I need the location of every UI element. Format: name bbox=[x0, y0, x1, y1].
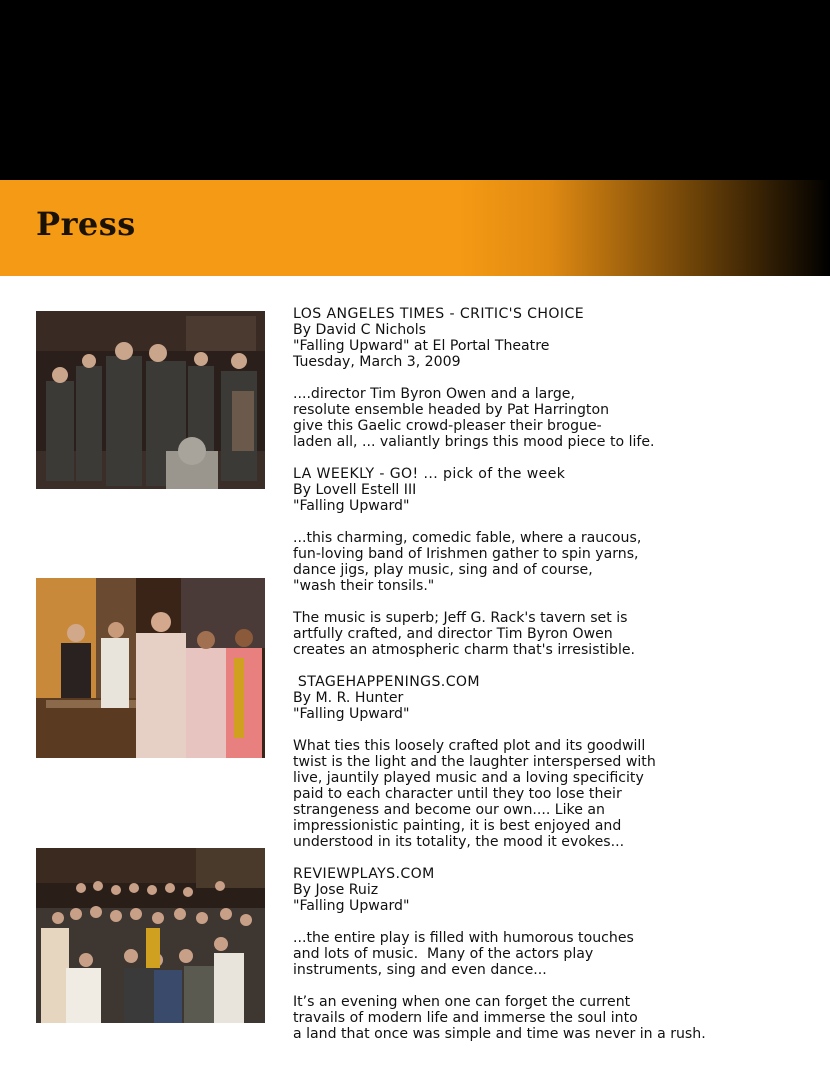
review-show: "Falling Upward" bbox=[293, 498, 410, 514]
quote-line: and lots of music. Many of the actors play bbox=[293, 946, 594, 962]
quote-line: The music is superb; Jeff G. Rack's tavern set is bbox=[293, 610, 628, 626]
quote-line: twist is the light and the laughter interspersed with bbox=[293, 754, 656, 770]
quote-line: paid to each character until they too lose their bbox=[293, 786, 622, 802]
quote-line: laden all, ... valiantly brings this mood piece to life. bbox=[293, 434, 655, 450]
quote-line: "wash their tonsils." bbox=[293, 578, 435, 594]
review-quote bbox=[293, 930, 823, 978]
review-publication: LOS ANGELES TIMES - CRITIC'S CHOICE bbox=[293, 306, 585, 322]
review-author: By Jose Ruiz bbox=[293, 882, 379, 898]
header-black-band bbox=[0, 0, 830, 180]
review-date: Tuesday, March 3, 2009 bbox=[293, 354, 461, 370]
review-show: "Falling Upward" at El Portal Theatre bbox=[293, 338, 550, 354]
quote-line: ...the entire play is filled with humorous touches bbox=[293, 930, 634, 946]
review-show: "Falling Upward" bbox=[293, 706, 410, 722]
review-author: By Lovell Estell III bbox=[293, 482, 417, 498]
quote-line: impressionistic painting, it is best enjoyed and bbox=[293, 818, 622, 834]
review-author: By David C Nichols bbox=[293, 322, 427, 338]
quote-line: artfully crafted, and director Tim Byron Owen bbox=[293, 626, 613, 642]
review-quote bbox=[293, 530, 823, 594]
quote-line: fun-loving band of Irishmen gather to spin yarns, bbox=[293, 546, 639, 562]
quote-line: travails of modern life and immerse the soul into bbox=[293, 1010, 638, 1026]
cast-group-photo-3 bbox=[36, 848, 265, 1023]
review-publication: LA WEEKLY - GO! ... pick of the week bbox=[293, 466, 566, 482]
quote-line: ...this charming, comedic fable, where a raucous, bbox=[293, 530, 642, 546]
quote-line: live, jauntily played music and a loving specificity bbox=[293, 770, 644, 786]
review-la-times bbox=[293, 306, 823, 450]
quote-line: a land that once was simple and time was never in a rush. bbox=[293, 1026, 706, 1042]
quote-line: It’s an evening when one can forget the current bbox=[293, 994, 631, 1010]
review-quote bbox=[293, 386, 823, 450]
quote-line: give this Gaelic crowd-pleaser their brogue- bbox=[293, 418, 602, 434]
cast-scene-photo-1 bbox=[36, 311, 265, 489]
review-quote bbox=[293, 738, 823, 850]
review-publication: REVIEWPLAYS.COM bbox=[293, 866, 435, 882]
quote-line: ....director Tim Byron Owen and a large, bbox=[293, 386, 575, 402]
review-reviewplays bbox=[293, 866, 823, 1042]
review-show: "Falling Upward" bbox=[293, 898, 410, 914]
quote-line: dance jigs, play music, sing and of course, bbox=[293, 562, 593, 578]
quote-line: instruments, sing and even dance... bbox=[293, 962, 547, 978]
review-stagehappenings bbox=[293, 674, 823, 850]
cast-scene-photo-2 bbox=[36, 578, 265, 758]
review-publication: STAGEHAPPENINGS.COM bbox=[293, 674, 480, 690]
quote-line: creates an atmospheric charm that's irresistible. bbox=[293, 642, 636, 658]
quote-line: strangeness and become our own.... Like an bbox=[293, 802, 605, 818]
review-quote bbox=[293, 610, 823, 658]
quote-line: understood in its totality, the mood it evokes... bbox=[293, 834, 625, 850]
page-title: Press bbox=[36, 205, 136, 243]
quote-line: resolute ensemble headed by Pat Harrington bbox=[293, 402, 610, 418]
review-author: By M. R. Hunter bbox=[293, 690, 404, 706]
quote-line: What ties this loosely crafted plot and its goodwill bbox=[293, 738, 646, 754]
review-quote bbox=[293, 994, 823, 1042]
press-reviews bbox=[293, 306, 823, 1058]
review-la-weekly bbox=[293, 466, 823, 658]
